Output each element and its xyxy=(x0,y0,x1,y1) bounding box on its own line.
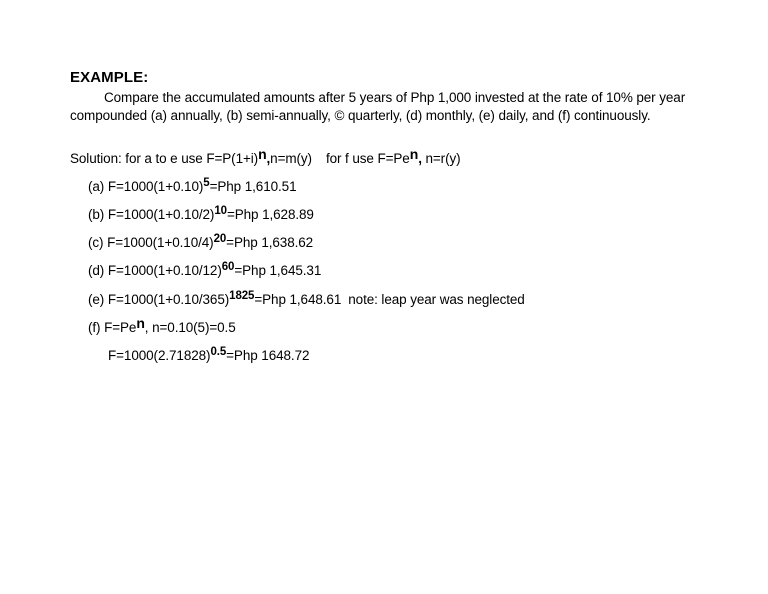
solution-comma: , xyxy=(266,151,271,166)
item-exponent: 10 xyxy=(214,205,227,217)
problem-text: Compare the accumulated amounts after 5 years of Php 1,000 invested at the rate of 10% per year compounded (a) annually, (b) semi-annually, © quarterly, (d) monthly, (e) daily, and (f) continuously. xyxy=(70,90,686,123)
item-formula: (d) F=1000(1+0.10/12) xyxy=(88,263,222,278)
example-heading: EXAMPLE: xyxy=(70,69,149,86)
item-result: =Php 1,638.62 xyxy=(226,235,314,250)
solution-exponent-n-continuous: n xyxy=(409,146,419,162)
item-note: note: leap year was neglected xyxy=(348,292,525,307)
item-result: =Php 1,628.89 xyxy=(226,207,314,222)
item-result: =Php 1,610.51 xyxy=(209,179,297,194)
solution-item-d xyxy=(88,263,321,278)
item-exponent: 20 xyxy=(213,233,227,245)
item-formula: (a) F=1000(1+0.10) xyxy=(88,179,204,194)
item-exponent: 1825 xyxy=(229,290,255,302)
item-exponent: 60 xyxy=(221,261,235,273)
item-result: =Php 1,645.31 xyxy=(234,263,322,278)
item-formula: (e) F=1000(1+0.10/365) xyxy=(88,292,230,307)
solution-comma-continuous: , xyxy=(418,151,422,166)
solution-formula-discrete: Solution: for a to e use F=P(1+i) xyxy=(70,151,259,166)
item-definition: , n=0.10(5)=0.5 xyxy=(144,320,236,335)
solution-exponent-n: n xyxy=(258,146,267,162)
item-formula: (c) F=1000(1+0.10/4) xyxy=(88,235,214,250)
solution-intro xyxy=(70,146,461,166)
solution-item-b xyxy=(88,207,314,222)
solution-item-e xyxy=(88,292,525,307)
solution-item-c xyxy=(88,235,313,250)
item-exponent: 0.5 xyxy=(210,346,227,358)
solution-formula-continuous: for f use F=Pe xyxy=(325,151,410,166)
solution-item-f xyxy=(88,315,236,335)
item-exponent: n xyxy=(136,315,145,331)
solution-n-definition-continuous: n=r(y) xyxy=(421,151,461,166)
item-exponent: 5 xyxy=(203,177,210,189)
item-formula: F=1000(2.71828) xyxy=(108,348,211,363)
item-formula: (b) F=1000(1+0.10/2) xyxy=(88,207,215,222)
problem-statement xyxy=(70,89,710,125)
item-result: =Php 1648.72 xyxy=(226,348,310,363)
item-formula: (f) F=Pe xyxy=(88,320,137,335)
solution-item-a xyxy=(88,179,296,194)
item-result: =Php 1,648.61 xyxy=(254,292,342,307)
solution-item-f-result xyxy=(108,348,309,363)
solution-n-definition: n=m(y) xyxy=(270,151,312,166)
